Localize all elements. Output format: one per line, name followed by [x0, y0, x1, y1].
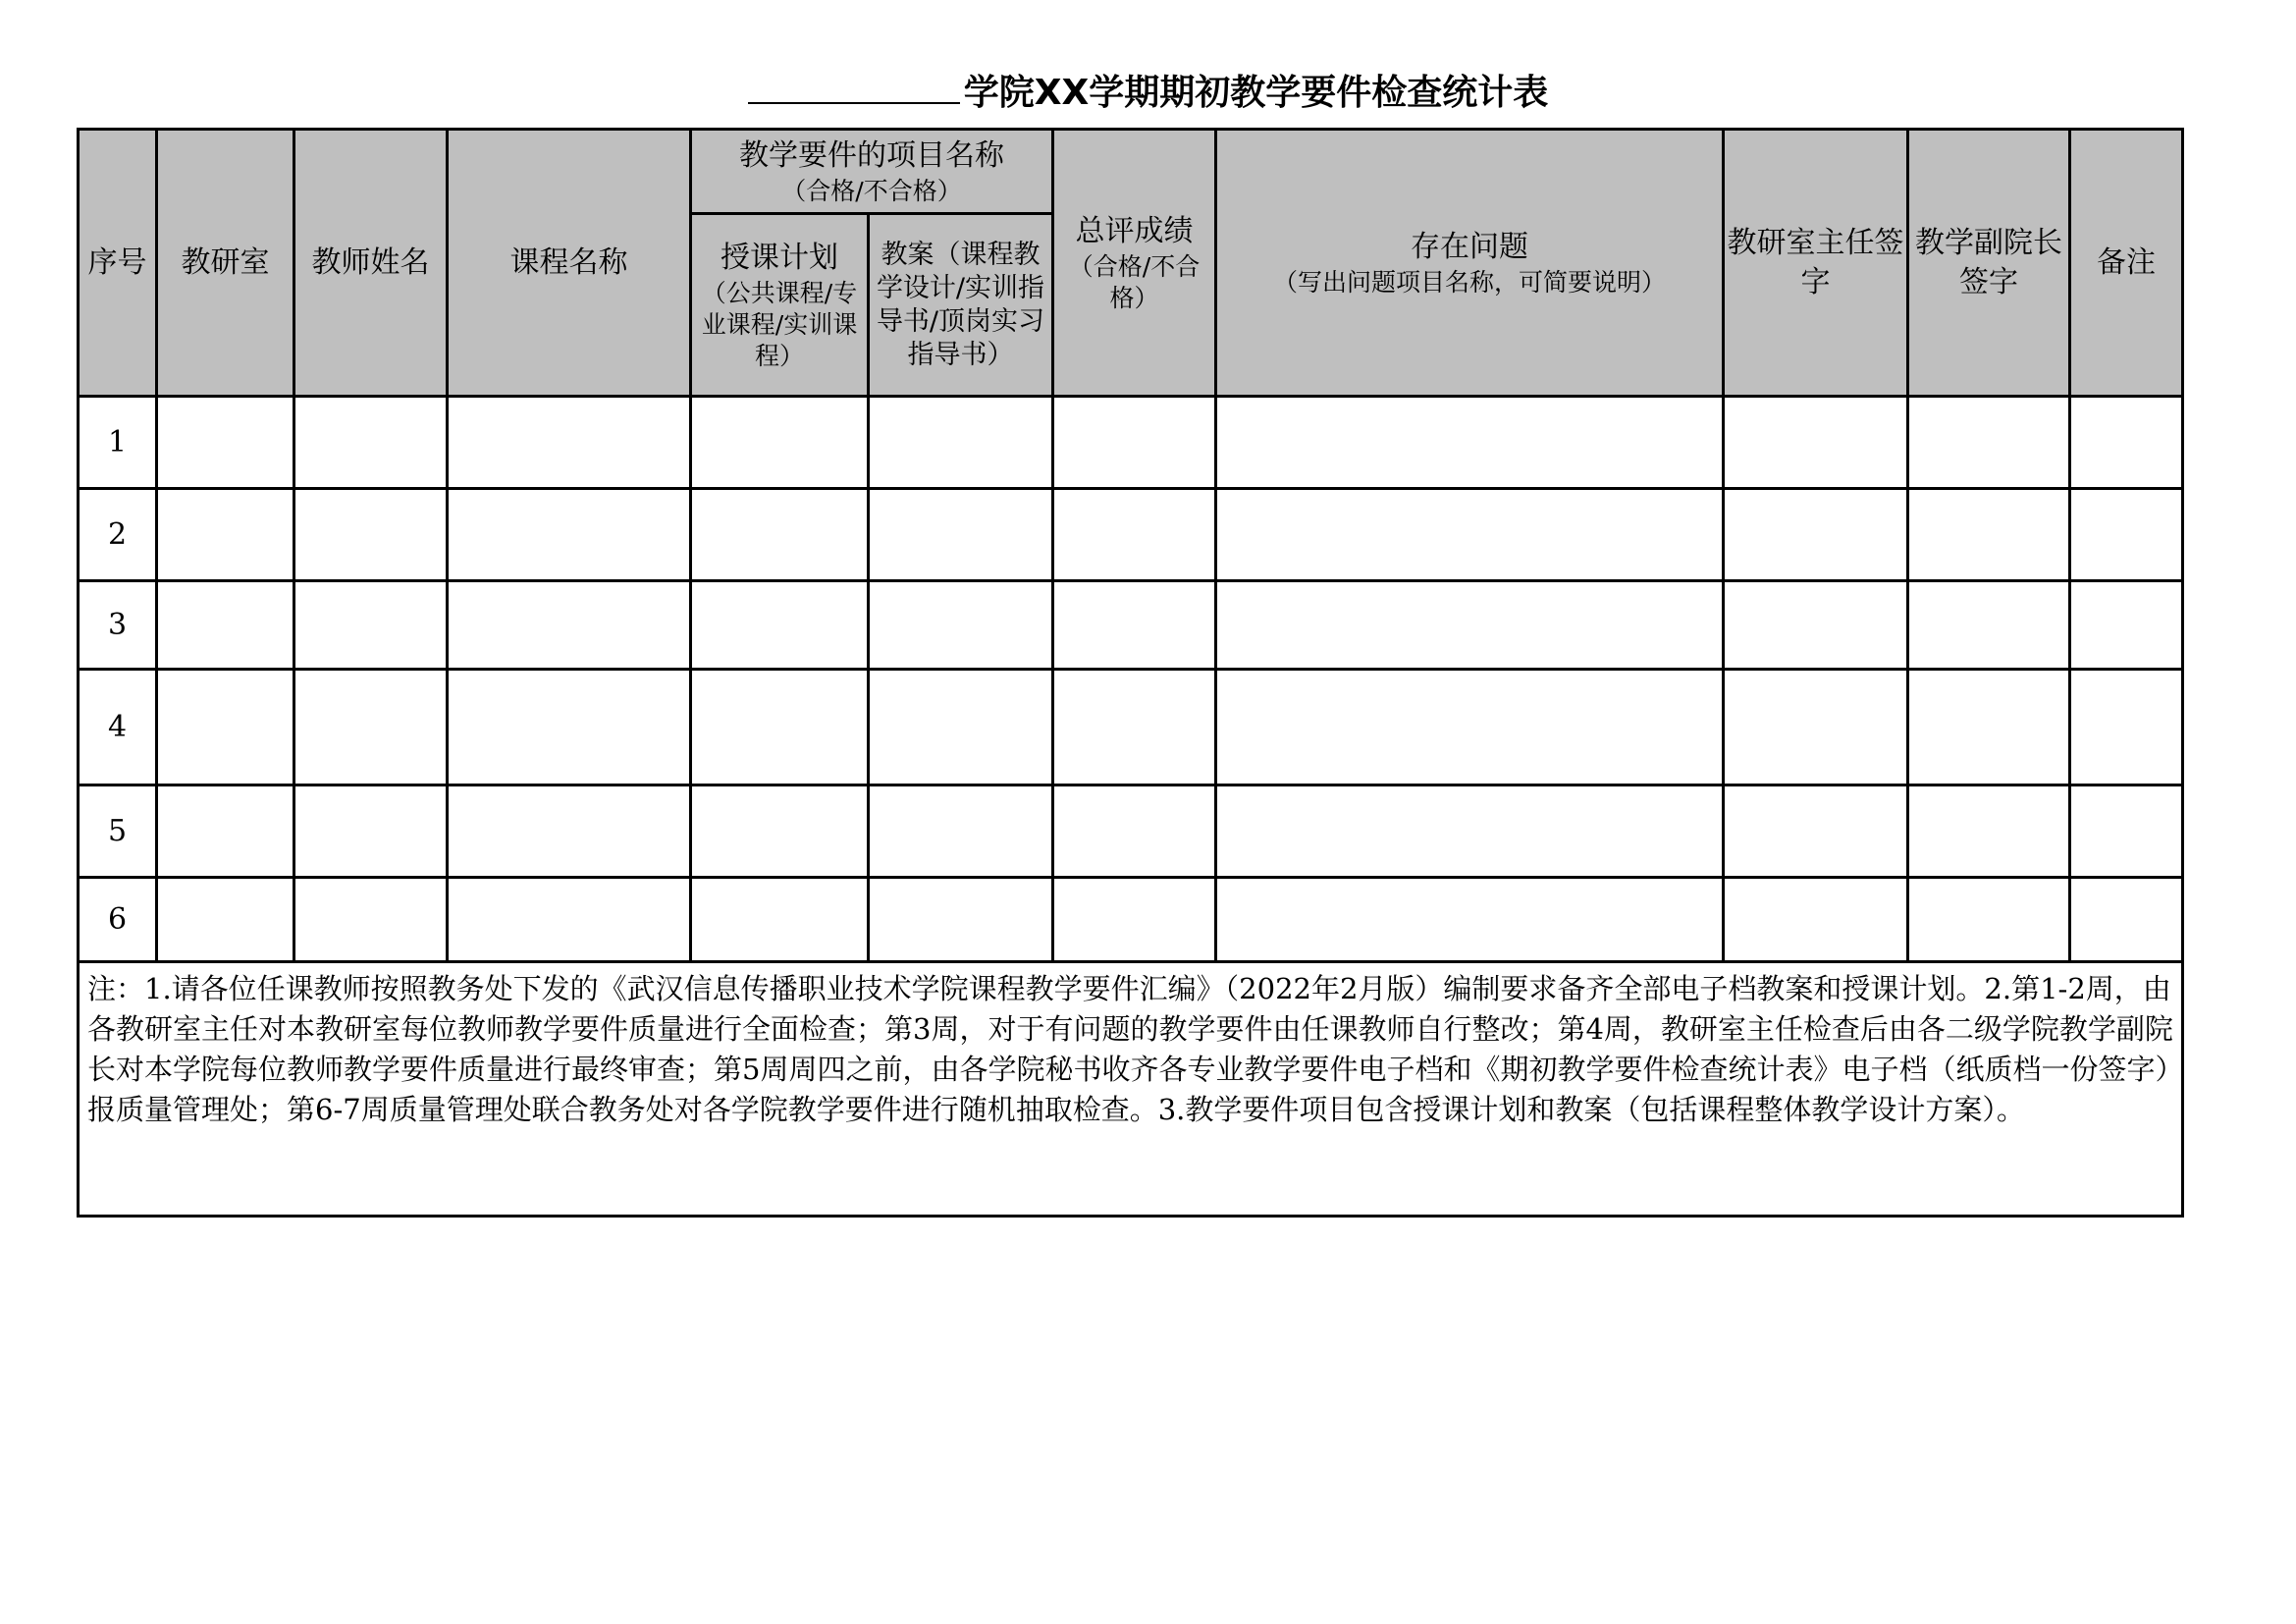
table-cell[interactable] [2070, 878, 2183, 962]
table-cell[interactable] [1908, 581, 2070, 670]
notes-text: 注：1.请各位任课教师按照教务处下发的《武汉信息传播职业技术学院课程教学要件汇编》（2022年2月版）编制要求备齐全部电子档教案和授课计划。2.第1-2周，由各教研室主任对本教研室每位教师教学要件质量进行全面检查；第3周，对于有问题的教学要件由任课教师自行整改；第4周，教研室主任检查后由各二级学院教学副院长对本学院每位教师教学要件质量进行最终审查；第5周周四之前，由各学院秘书收齐各专业教学要件电子档和《期初教学要件检查统计表》电子档（纸质档一份签字）报质量管理处；第6-7周质量管理处联合教务处对各学院教学要件进行随机抽取检查。3.教学要件项目包含授课计划和教案（包括课程整体教学设计方案）。 [87, 972, 2173, 1126]
table-cell[interactable] [869, 785, 1053, 878]
header-items-group-title: 教学要件的项目名称 [739, 137, 1004, 173]
table-cell[interactable] [691, 785, 869, 878]
table-row [79, 785, 2183, 878]
table-cell[interactable] [157, 397, 294, 489]
header-plan-title: 授课计划 [721, 240, 838, 275]
table-row [79, 670, 2183, 785]
table-cell[interactable] [1908, 878, 2070, 962]
title-text: 学院XX学期期初教学要件检查统计表 [963, 73, 1549, 113]
header-teacher: 教师姓名 [294, 130, 448, 397]
table-cell[interactable] [2070, 581, 2183, 670]
header-seq: 序号 [79, 130, 157, 397]
table-cell[interactable] [448, 878, 691, 962]
header-course: 课程名称 [448, 130, 691, 397]
row-number: 5 [79, 785, 157, 878]
table-cell[interactable] [1908, 397, 2070, 489]
table-cell[interactable] [2070, 670, 2183, 785]
table-cell[interactable] [691, 581, 869, 670]
table-cell[interactable] [691, 878, 869, 962]
header-lesson [869, 214, 1053, 397]
header-problem-title: 存在问题 [1411, 229, 1528, 264]
row-number: 2 [79, 489, 157, 581]
table-cell[interactable] [691, 397, 869, 489]
header-plan [691, 214, 869, 397]
header-office: 教研室 [157, 130, 294, 397]
table-cell[interactable] [869, 670, 1053, 785]
header-director-sign: 教研室主任签字 [1724, 130, 1908, 397]
table-cell[interactable] [1053, 397, 1216, 489]
table-cell[interactable] [1724, 670, 1908, 785]
notes-cell [79, 962, 2183, 1217]
table-cell[interactable] [869, 397, 1053, 489]
table-cell[interactable] [1724, 878, 1908, 962]
row-number: 3 [79, 581, 157, 670]
table-cell[interactable] [1216, 670, 1724, 785]
table-cell[interactable] [448, 581, 691, 670]
table-cell[interactable] [1053, 785, 1216, 878]
header-problem [1216, 130, 1724, 397]
table-cell[interactable] [2070, 785, 2183, 878]
table-cell[interactable] [157, 670, 294, 785]
table-cell[interactable] [1216, 785, 1724, 878]
table-cell[interactable] [294, 581, 448, 670]
inspection-table [77, 128, 2184, 1218]
table-row [79, 581, 2183, 670]
table-cell[interactable] [691, 670, 869, 785]
header-problem-sub: （写出问题项目名称，可简要说明） [1272, 267, 1666, 297]
row-number: 6 [79, 878, 157, 962]
table-cell[interactable] [157, 489, 294, 581]
table-cell[interactable] [1908, 489, 2070, 581]
table-row [79, 489, 2183, 581]
table-cell[interactable] [1724, 785, 1908, 878]
table-cell[interactable] [157, 878, 294, 962]
header-lesson-sub: （课程教学设计/实训指导书/顶岗实习指导书） [876, 239, 1045, 370]
page-title [0, 63, 2296, 121]
table-cell[interactable] [869, 581, 1053, 670]
table-cell[interactable] [1216, 581, 1724, 670]
table-cell[interactable] [1053, 878, 1216, 962]
table-cell[interactable] [157, 581, 294, 670]
table-row [79, 397, 2183, 489]
header-items-group-sub: （合格/不合格） [781, 176, 962, 205]
table-cell[interactable] [294, 785, 448, 878]
table-cell[interactable] [1216, 489, 1724, 581]
header-plan-sub: （公共课程/专业课程/实训课程） [701, 278, 858, 370]
table-cell[interactable] [2070, 397, 2183, 489]
header-lesson-title: 教案 [881, 239, 934, 270]
header-items-group [691, 130, 1053, 214]
table-cell[interactable] [294, 670, 448, 785]
table-cell[interactable] [294, 397, 448, 489]
header-remark: 备注 [2070, 130, 2183, 397]
table-row [79, 878, 2183, 962]
table-cell[interactable] [448, 397, 691, 489]
header-vp-sign: 教学副院长签字 [1908, 130, 2070, 397]
table-cell[interactable] [1053, 670, 1216, 785]
table-cell[interactable] [448, 489, 691, 581]
table-cell[interactable] [869, 489, 1053, 581]
row-number: 1 [79, 397, 157, 489]
table-cell[interactable] [1053, 489, 1216, 581]
table-cell[interactable] [294, 878, 448, 962]
table-cell[interactable] [448, 670, 691, 785]
table-cell[interactable] [1908, 785, 2070, 878]
table-cell[interactable] [294, 489, 448, 581]
table-cell[interactable] [1908, 670, 2070, 785]
table-cell[interactable] [1053, 581, 1216, 670]
header-overall-title: 总评成绩 [1075, 213, 1194, 248]
row-number: 4 [79, 670, 157, 785]
table-cell[interactable] [1216, 878, 1724, 962]
table-cell[interactable] [157, 785, 294, 878]
table-cell[interactable] [1724, 397, 1908, 489]
table-cell[interactable] [1724, 581, 1908, 670]
table-cell[interactable] [448, 785, 691, 878]
college-name-blank[interactable] [748, 63, 960, 104]
table-cell[interactable] [869, 878, 1053, 962]
table-cell[interactable] [691, 489, 869, 581]
table-cell[interactable] [1216, 397, 1724, 489]
header-overall-sub: （合格/不合格） [1068, 251, 1201, 312]
table-cell[interactable] [1724, 489, 1908, 581]
table-cell[interactable] [2070, 489, 2183, 581]
header-overall [1053, 130, 1216, 397]
